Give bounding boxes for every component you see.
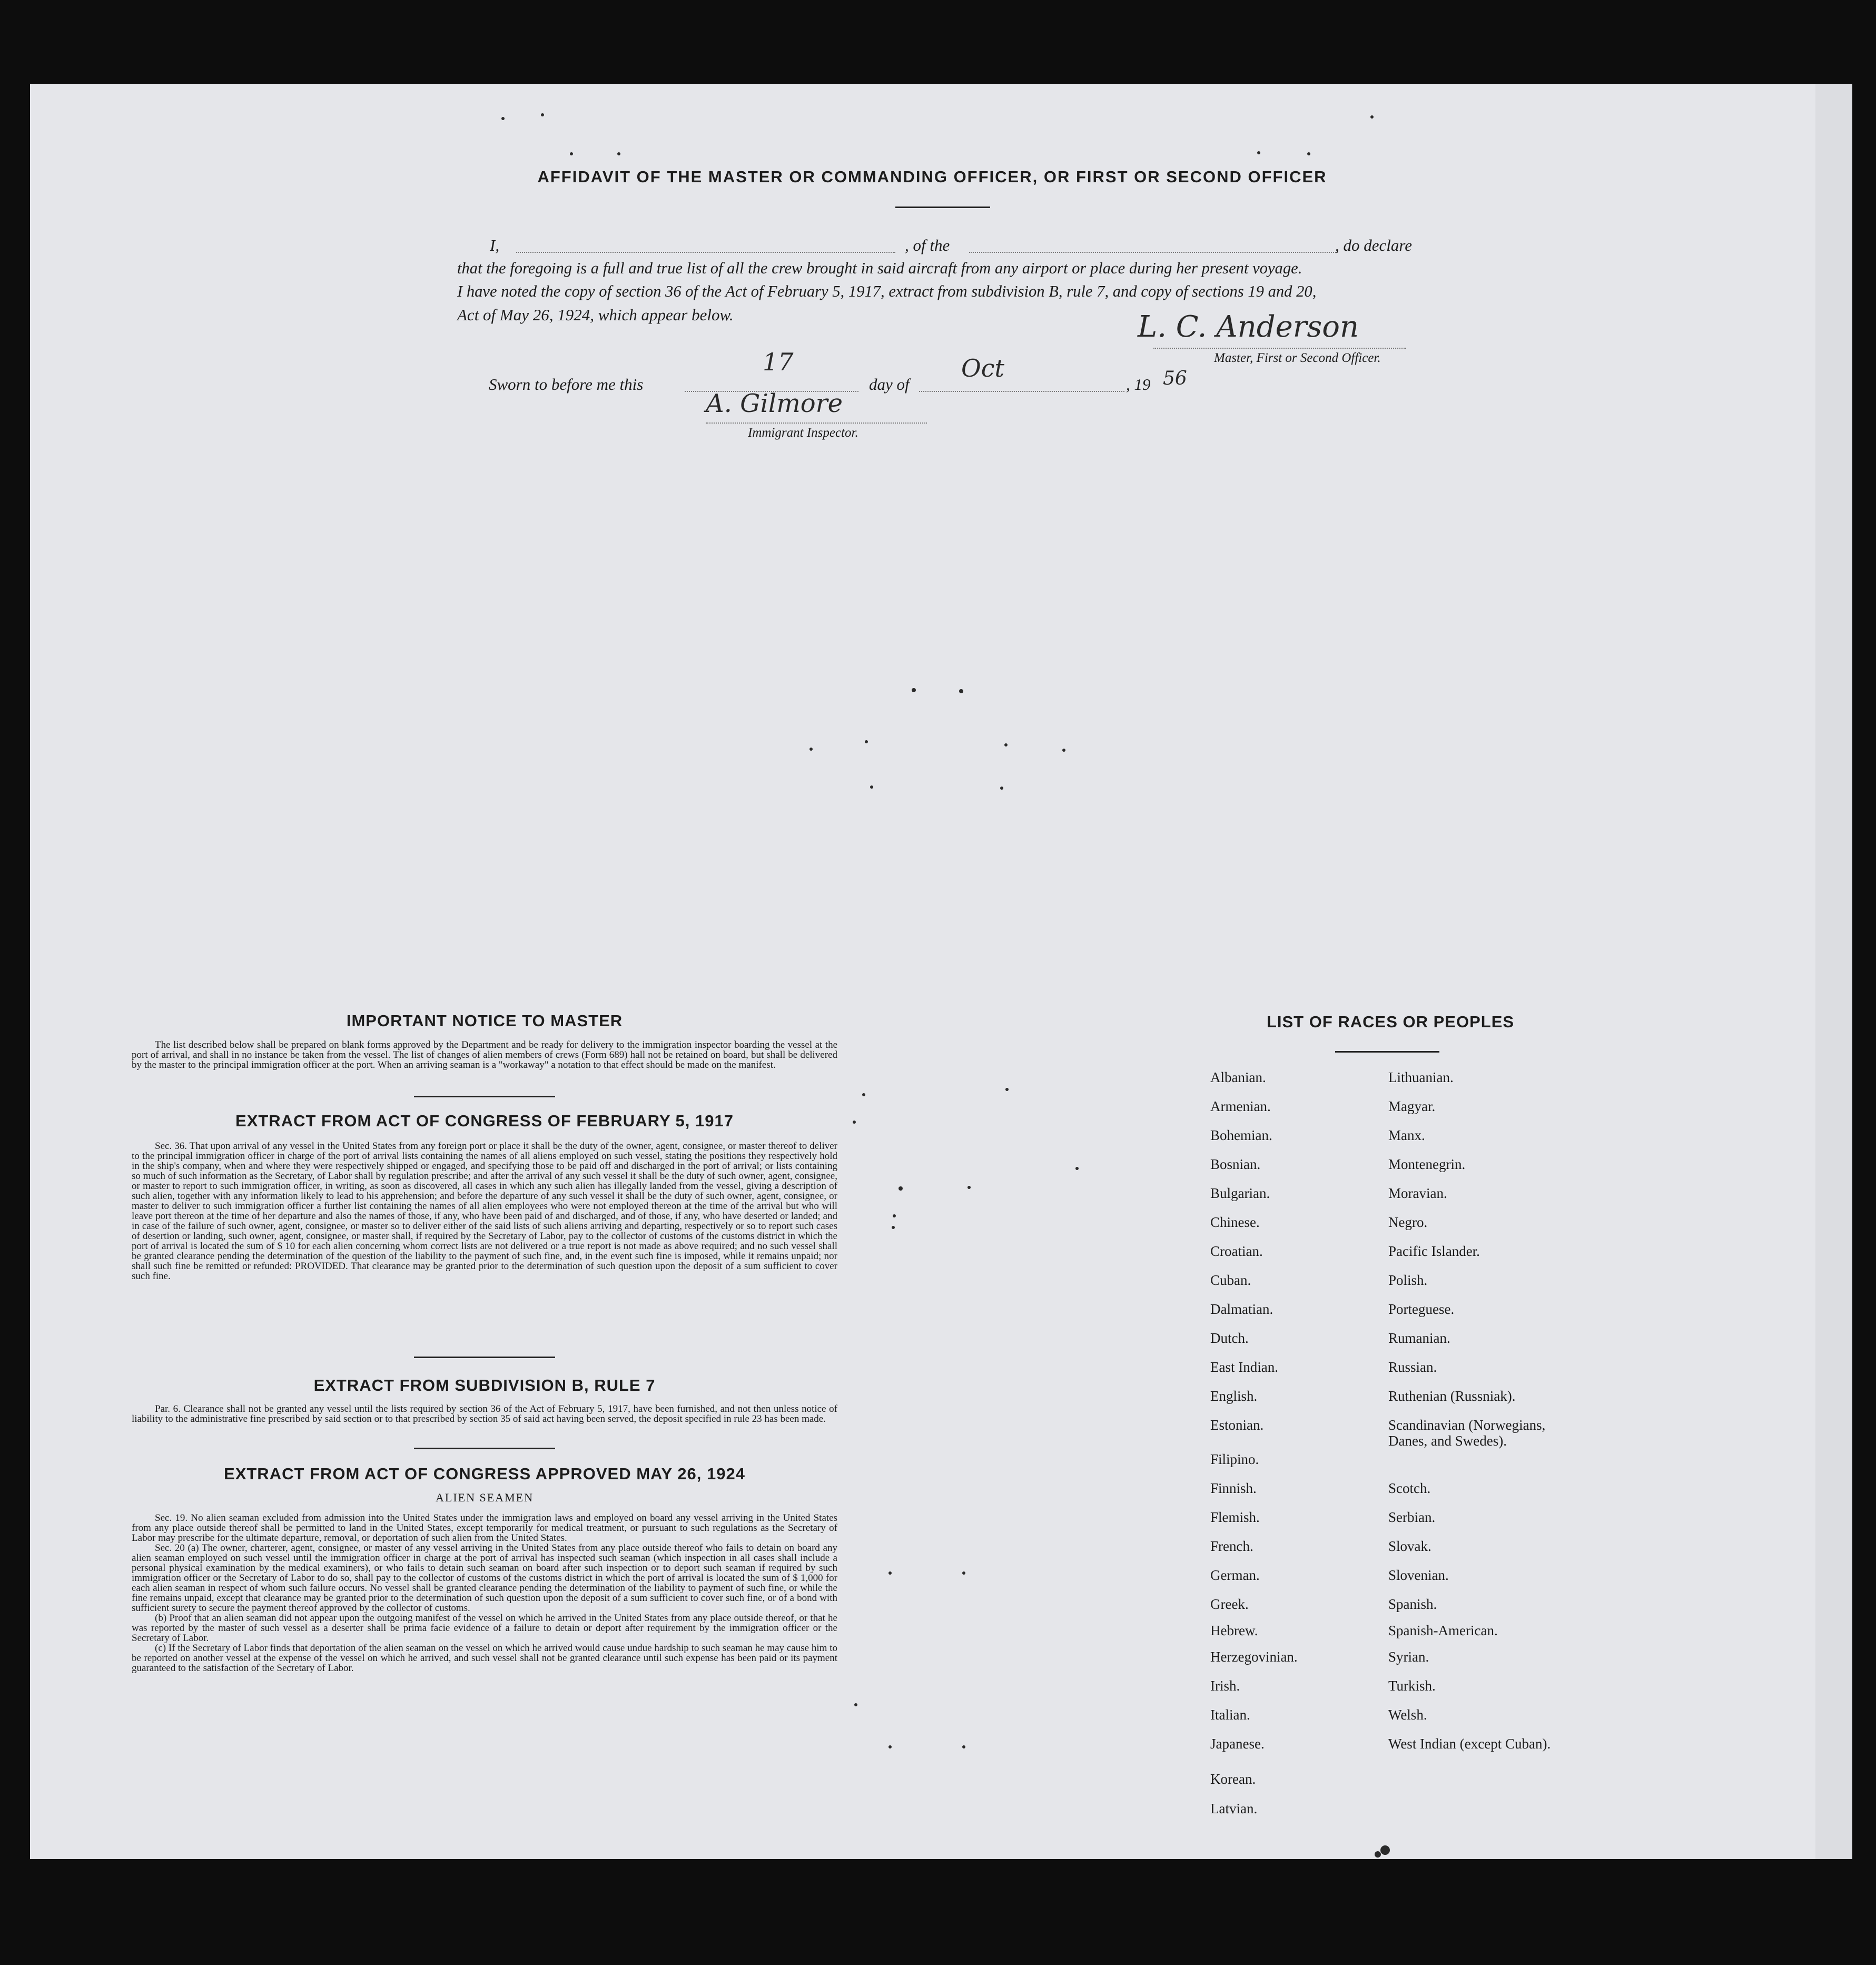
race-item: English. <box>1210 1388 1258 1404</box>
race-item: Lithuanian. <box>1388 1069 1454 1085</box>
race-item: Korean. <box>1210 1771 1256 1787</box>
race-item: Italian. <box>1210 1707 1250 1723</box>
race-item: Latvian. <box>1210 1801 1258 1816</box>
sworn-year: 56 <box>1163 368 1187 389</box>
race-item: Turkish. <box>1388 1678 1436 1694</box>
race-item: Moravian. <box>1388 1185 1447 1201</box>
race-item: Serbian. <box>1388 1509 1436 1525</box>
race-item: Dalmatian. <box>1210 1301 1273 1317</box>
race-item: Armenian. <box>1210 1098 1271 1114</box>
notice-paragraph: The list described below shall be prepared on blank forms approved by the Department and be ready for delivery to the immigration inspector boarding the vessel at the port of arrival, and shall in no instance be taken from the vessel. The list of changes of alien members of crews (Form 689) hall not be retained on board, but shall be delivered by the master to the principal immigration officer at the port. When an arriving seaman is a "workaway" a notation to that effect should be made on the manifest. <box>132 1039 837 1070</box>
race-item: Pacific Islander. <box>1388 1243 1480 1259</box>
race-item: Dutch. <box>1210 1330 1249 1346</box>
sworn-month: Oct <box>961 354 1004 382</box>
extract-1917-title: EXTRACT FROM ACT OF CONGRESS OF FEBRUARY 5, 1917 <box>235 1112 734 1130</box>
race-item: Herzegovinian. <box>1210 1649 1298 1665</box>
sworn-label: Sworn to before me this <box>489 375 644 394</box>
race-item: French. <box>1210 1538 1253 1554</box>
race-item: Ruthenian (Russniak). <box>1388 1388 1516 1404</box>
race-item: Negro. <box>1388 1214 1428 1230</box>
race-item: Manx. <box>1388 1127 1425 1143</box>
day-of-label: day of <box>869 375 910 394</box>
race-item: Croatian. <box>1210 1243 1263 1259</box>
race-item: Slovak. <box>1388 1538 1431 1554</box>
extract-1924-subtitle: ALIEN SEAMEN <box>436 1491 534 1504</box>
race-item: Filipino. <box>1210 1451 1259 1467</box>
sec-20b-paragraph: (b) Proof that an alien seaman did not appear upon the outgoing manifest of the vessel on which he arrived in the United States from any place outside thereof, or that he was reported by the master of such vessel as a deserter shall be prima facie evidence of a failure to detain or deport after requirement by the immigration officer or the Secretary of Labor. <box>132 1613 837 1644</box>
sec-20c-paragraph: (c) If the Secretary of Labor finds that deportation of the alien seaman on the vessel on which he arrived would cause undue hardship to such seaman he may cause him to be reported on another vessel at the expense of the vessel on which he arrived, and such vessel shall not be granted clearance until such expense has been paid or its payment guaranteed to the satisfaction of the Secretary of Labor. <box>132 1643 837 1674</box>
master-signature: L. C. Anderson <box>1138 310 1359 344</box>
race-item: Bohemian. <box>1210 1127 1272 1143</box>
race-item: East Indian. <box>1210 1359 1278 1375</box>
race-item: Porteguese. <box>1388 1301 1455 1317</box>
extract-rule7-paragraph: Par. 6. Clearance shall not be granted any vessel until the lists required by section 36 of the Act of February 5, 1917, have been furnished, and not then unless notice of liability to the administrative fine prescribed by said section or to that prescribed by section 35 of said act having been served, the deposit specified in rule 23 has been made. <box>132 1403 837 1424</box>
race-item: Slovenian. <box>1388 1567 1449 1583</box>
affidavit-line1-of: , of the <box>905 236 950 254</box>
race-item: Irish. <box>1210 1678 1240 1694</box>
race-item: Polish. <box>1388 1272 1428 1288</box>
affidavit-line3: I have noted the copy of section 36 of the Act of February 5, 1917, extract from subdivision B, rule 7, and copy of sections 19 and 20, <box>457 282 1317 300</box>
affidavit-line4: Act of May 26, 1924, which appear below. <box>457 306 734 324</box>
extract-rule7-title: EXTRACT FROM SUBDIVISION B, RULE 7 <box>313 1376 656 1394</box>
inspector-caption: Immigrant Inspector. <box>748 426 858 440</box>
race-item: Russian. <box>1388 1359 1437 1375</box>
race-item: Japanese. <box>1210 1736 1265 1752</box>
race-item: Magyar. <box>1388 1098 1436 1114</box>
race-item: Chinese. <box>1210 1214 1260 1230</box>
affidavit-line2: that the foregoing is a full and true list of all the crew brought in said aircraft from any airport or place during her present voyage. <box>457 259 1302 277</box>
races-title: LIST OF RACES OR PEOPLES <box>1266 1013 1515 1031</box>
master-caption: Master, First or Second Officer. <box>1214 351 1381 365</box>
race-item: Scotch. <box>1388 1480 1431 1496</box>
affidavit-line1-declare: , do declare <box>1335 236 1413 254</box>
race-item: Bosnian. <box>1210 1156 1261 1172</box>
race-item: Greek. <box>1210 1596 1249 1612</box>
race-item: Albanian. <box>1210 1069 1266 1085</box>
race-item: Montenegrin. <box>1388 1156 1466 1172</box>
extract-1917-paragraph: Sec. 36. That upon arrival of any vessel in the United States from any foreign port or place it shall be the duty of the owner, agent, consignee, or master thereof to deliver to the principal immigration officer in charge of the port of arrival lists containing the names of all aliens employed on such vessel, stating the positions they respectively hold in the ship's company, when and where they were respectively shipped or engaged, and specifying those to be paid off and discharged in the port of arrival; or lists containing so much of such information as the Secretary, of Labor shall by regulation prescribe; and after the arrival of any such vessel it shall be the duty of such owner, agent, consignee, or master to report to such immigration officer, in writing, as soon as discovered, all cases in which any such alien has illegally landed from the vessel, giving a description of such alien, together with any information likely to lead to his apprehension; and before the departure of any such vessel it shall be the duty of such owner, agent, consignee, or master to deliver to such immigration officer a further list containing the names of all alien employees who were not employed thereon at the time of the arrival but who will leave port thereon at the time of her departure and also the names of those, if any, who have been paid of and discharged, and of those, if any, who have deserted or landed; and in case of the failure of such owner, agent, consignee, or master so to deliver either of the said lists of such aliens arriving and departing, respectively or so to report such cases of desertion or landing, such owner, agent, consignee, or master shall, if required by the Secretary of Labor, pay to the collector of customs of the customs district in which the port of arrival is located the sum of $ 10 for each alien concerning whom correct lists are not delivered or a true report is not made as above required; and no such vessel shall be granted clearance pending the determination of the question of the liability to the payment of such fine, and, in the event such fine is imposed, while it remains unpaid; nor shall such fine be remitted or refunded: PROVIDED. That clearance may be granted prior to the determination of such question upon the deposit of a sum sufficient to cover such fine. <box>132 1141 837 1282</box>
race-item: Cuban. <box>1210 1272 1251 1288</box>
sworn-day: 17 <box>763 348 794 376</box>
notice-title: IMPORTANT NOTICE TO MASTER <box>346 1011 623 1030</box>
race-item: Spanish-American. <box>1388 1623 1498 1638</box>
race-item: Flemish. <box>1210 1509 1260 1525</box>
race-item: Rumanian. <box>1388 1330 1450 1346</box>
race-item: West Indian (except Cuban). <box>1388 1736 1551 1752</box>
race-item: Finnish. <box>1210 1480 1257 1496</box>
affidavit-line1-i: I, <box>490 236 500 254</box>
year-prefix-label: , 19 <box>1126 375 1151 394</box>
race-item: Bulgarian. <box>1210 1185 1270 1201</box>
affidavit-title: AFFIDAVIT OF THE MASTER OR COMMANDING OFFICER, OR FIRST OR SECOND OFFICER <box>537 168 1327 186</box>
race-item: Estonian. <box>1210 1417 1264 1433</box>
extract-1924-title: EXTRACT FROM ACT OF CONGRESS APPROVED MAY 26, 1924 <box>224 1465 745 1483</box>
race-item: Welsh. <box>1388 1707 1427 1723</box>
race-item: Scandinavian (Norwegians, Danes, and Swedes). <box>1388 1417 1546 1449</box>
race-item: Hebrew. <box>1210 1623 1258 1638</box>
sec-19-paragraph: Sec. 19. No alien seaman excluded from admission into the United States under the immigration laws and employed on board any vessel arriving in the United States from any place outside thereof shall be permitted to land in the United States, except temporarily for medical treatment, or pursuant to such regulations as the Secretary of Labor may prescribe for the ultimate departure, removal, or deportation of such alien from the United States. <box>132 1512 837 1544</box>
race-item: Spanish. <box>1388 1596 1437 1612</box>
sec-20a-paragraph: Sec. 20 (a) The owner, charterer, agent, consignee, or master of any vessel arriving in the United States from any place outside thereof who fails to detain on board any alien seaman employed on such vessel until the immigration officer in charge at the port of arrival has inspected such seaman (which inspection in all cases shall include a personal physical examination by the medical examiners), or who fails to detain such seaman on board after such inspection or to deport such seaman if required by such immigration officer or the Secretary of Labor to do so, shall pay to the collector of customs of the customs district in which the port of arrival is located the sum of $ 1,000 for each alien seaman in respect of whom such failure occurs. No vessel shall be granted clearance pending the determination of the liability to payment of such fine, or while the fine remains unpaid, except that clearance may be granted prior to the determination of such question upon the deposit of a sum sufficient to cover such fine, or of a bond with sufficient surety to secure the payment thereof approved by the collector of customs. <box>132 1542 837 1614</box>
race-item: German. <box>1210 1567 1260 1583</box>
race-item: Syrian. <box>1388 1649 1429 1665</box>
inspector-signature: A. Gilmore <box>706 389 843 418</box>
